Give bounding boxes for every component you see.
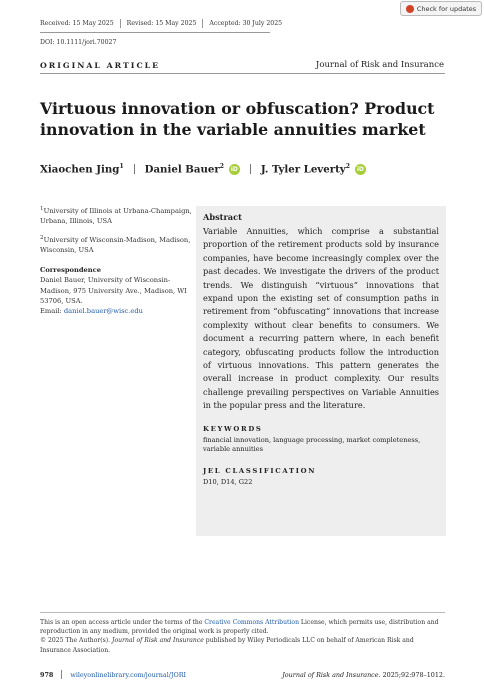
date-divider (120, 19, 121, 28)
received-date: Received: 15 May 2025 (40, 20, 114, 27)
license-link[interactable]: Creative Commons Attribution (204, 619, 299, 626)
author-divider (250, 164, 251, 174)
abstract-box (196, 206, 446, 536)
doi[interactable]: DOI: 10.1111/jori.70027 (40, 39, 117, 46)
keywords-text: financial innovation, language processing, market completeness, variable annuities (203, 435, 421, 454)
check-updates-label: Check for updates (416, 4, 477, 13)
correspondence-body: Daniel Bauer, University of Wisconsin-Madison, 975 University Ave., Madison, WI 53706, USA. Email: daniel.bauer@wisc.edu (40, 276, 187, 316)
orcid-icon[interactable]: iD (230, 165, 238, 173)
journal-name: Journal of Risk and Insurance (315, 60, 444, 70)
check-updates-icon (406, 5, 414, 13)
revised-date: Revised: 15 May 2025 (126, 20, 197, 27)
jel-text: D10, D14, G22 (203, 478, 253, 487)
keywords-heading: KEYWORDS (203, 424, 263, 433)
license-text: This is an open access article under the terms of the Creative Commons Attribution License, which permits use, distribution and reproduction in any medium, provided the original work is properly cited. (40, 619, 439, 636)
author-name[interactable]: Daniel Bauer$^2$ (144, 163, 224, 176)
date-divider (202, 19, 203, 28)
author-name[interactable]: Xiaochen Jing$^1$ (40, 163, 124, 176)
header-rule (40, 32, 270, 33)
affiliation: $^2$University of Wisconsin-Madison, Madison, Wisconsin, USA (40, 234, 191, 255)
abstract-heading: Abstract (203, 212, 242, 222)
section-rule (40, 73, 445, 74)
author-info-column (40, 204, 192, 316)
page-number: 978 (40, 670, 54, 679)
author-name[interactable]: J. Tyler Leverty$^2$ (260, 163, 350, 176)
page-footer (40, 670, 445, 679)
orcid-icon[interactable]: iD (356, 165, 364, 173)
email-link[interactable]: daniel.bauer@wisc.edu (63, 307, 143, 316)
journal-url-link[interactable]: wileyonlinelibrary.com/journal/JORI (70, 670, 187, 679)
accepted-date: Accepted: 30 July 2025 (209, 20, 283, 27)
jel-heading: JEL CLASSIFICATION (203, 467, 317, 476)
affiliation: $^1$University of Illinois at Urbana-Champaign, Urbana, Illinois, USA (40, 206, 192, 226)
author-divider (134, 164, 135, 174)
citation: Journal of Risk and Insurance. 2025;92:978–1012. (282, 670, 445, 679)
article-title: Virtuous innovation or obfuscation? Product innovation in the variable annuities market (40, 99, 435, 139)
abstract-text: Variable Annuities, which comprise a substantial proportion of the retirement products sold by insurance companies, have become increasingly complex over the past decades. We investigate the drivers of the product trends. We distinguish “virtuous” innovations that expand upon the existing set of consumption paths in retirement from “obfuscating” innovations that increase complexity without clear benefits to consumers. We document a recurring pattern where, in each benefit category, obfuscating products follow the introduction of virtuous innovations. This pattern generates the overall increase in product complexity. Our results challenge prevailing perspectives on Variable Annuities in the popular press and the literature. (203, 226, 439, 411)
license-notice (40, 618, 445, 655)
footer-rule (40, 612, 445, 613)
author-list (40, 163, 366, 175)
copyright-text: © 2025 The Author(s). Journal of Risk and Insurance published by Wiley Periodicals LLC on behalf of American Risk and Insurance Association. (40, 637, 414, 654)
footer-divider (61, 670, 62, 679)
correspondence-heading: Correspondence (40, 266, 101, 275)
article-type: ORIGINAL ARTICLE (40, 61, 161, 70)
check-for-updates-button[interactable] (400, 1, 482, 16)
article-dates (40, 19, 282, 28)
